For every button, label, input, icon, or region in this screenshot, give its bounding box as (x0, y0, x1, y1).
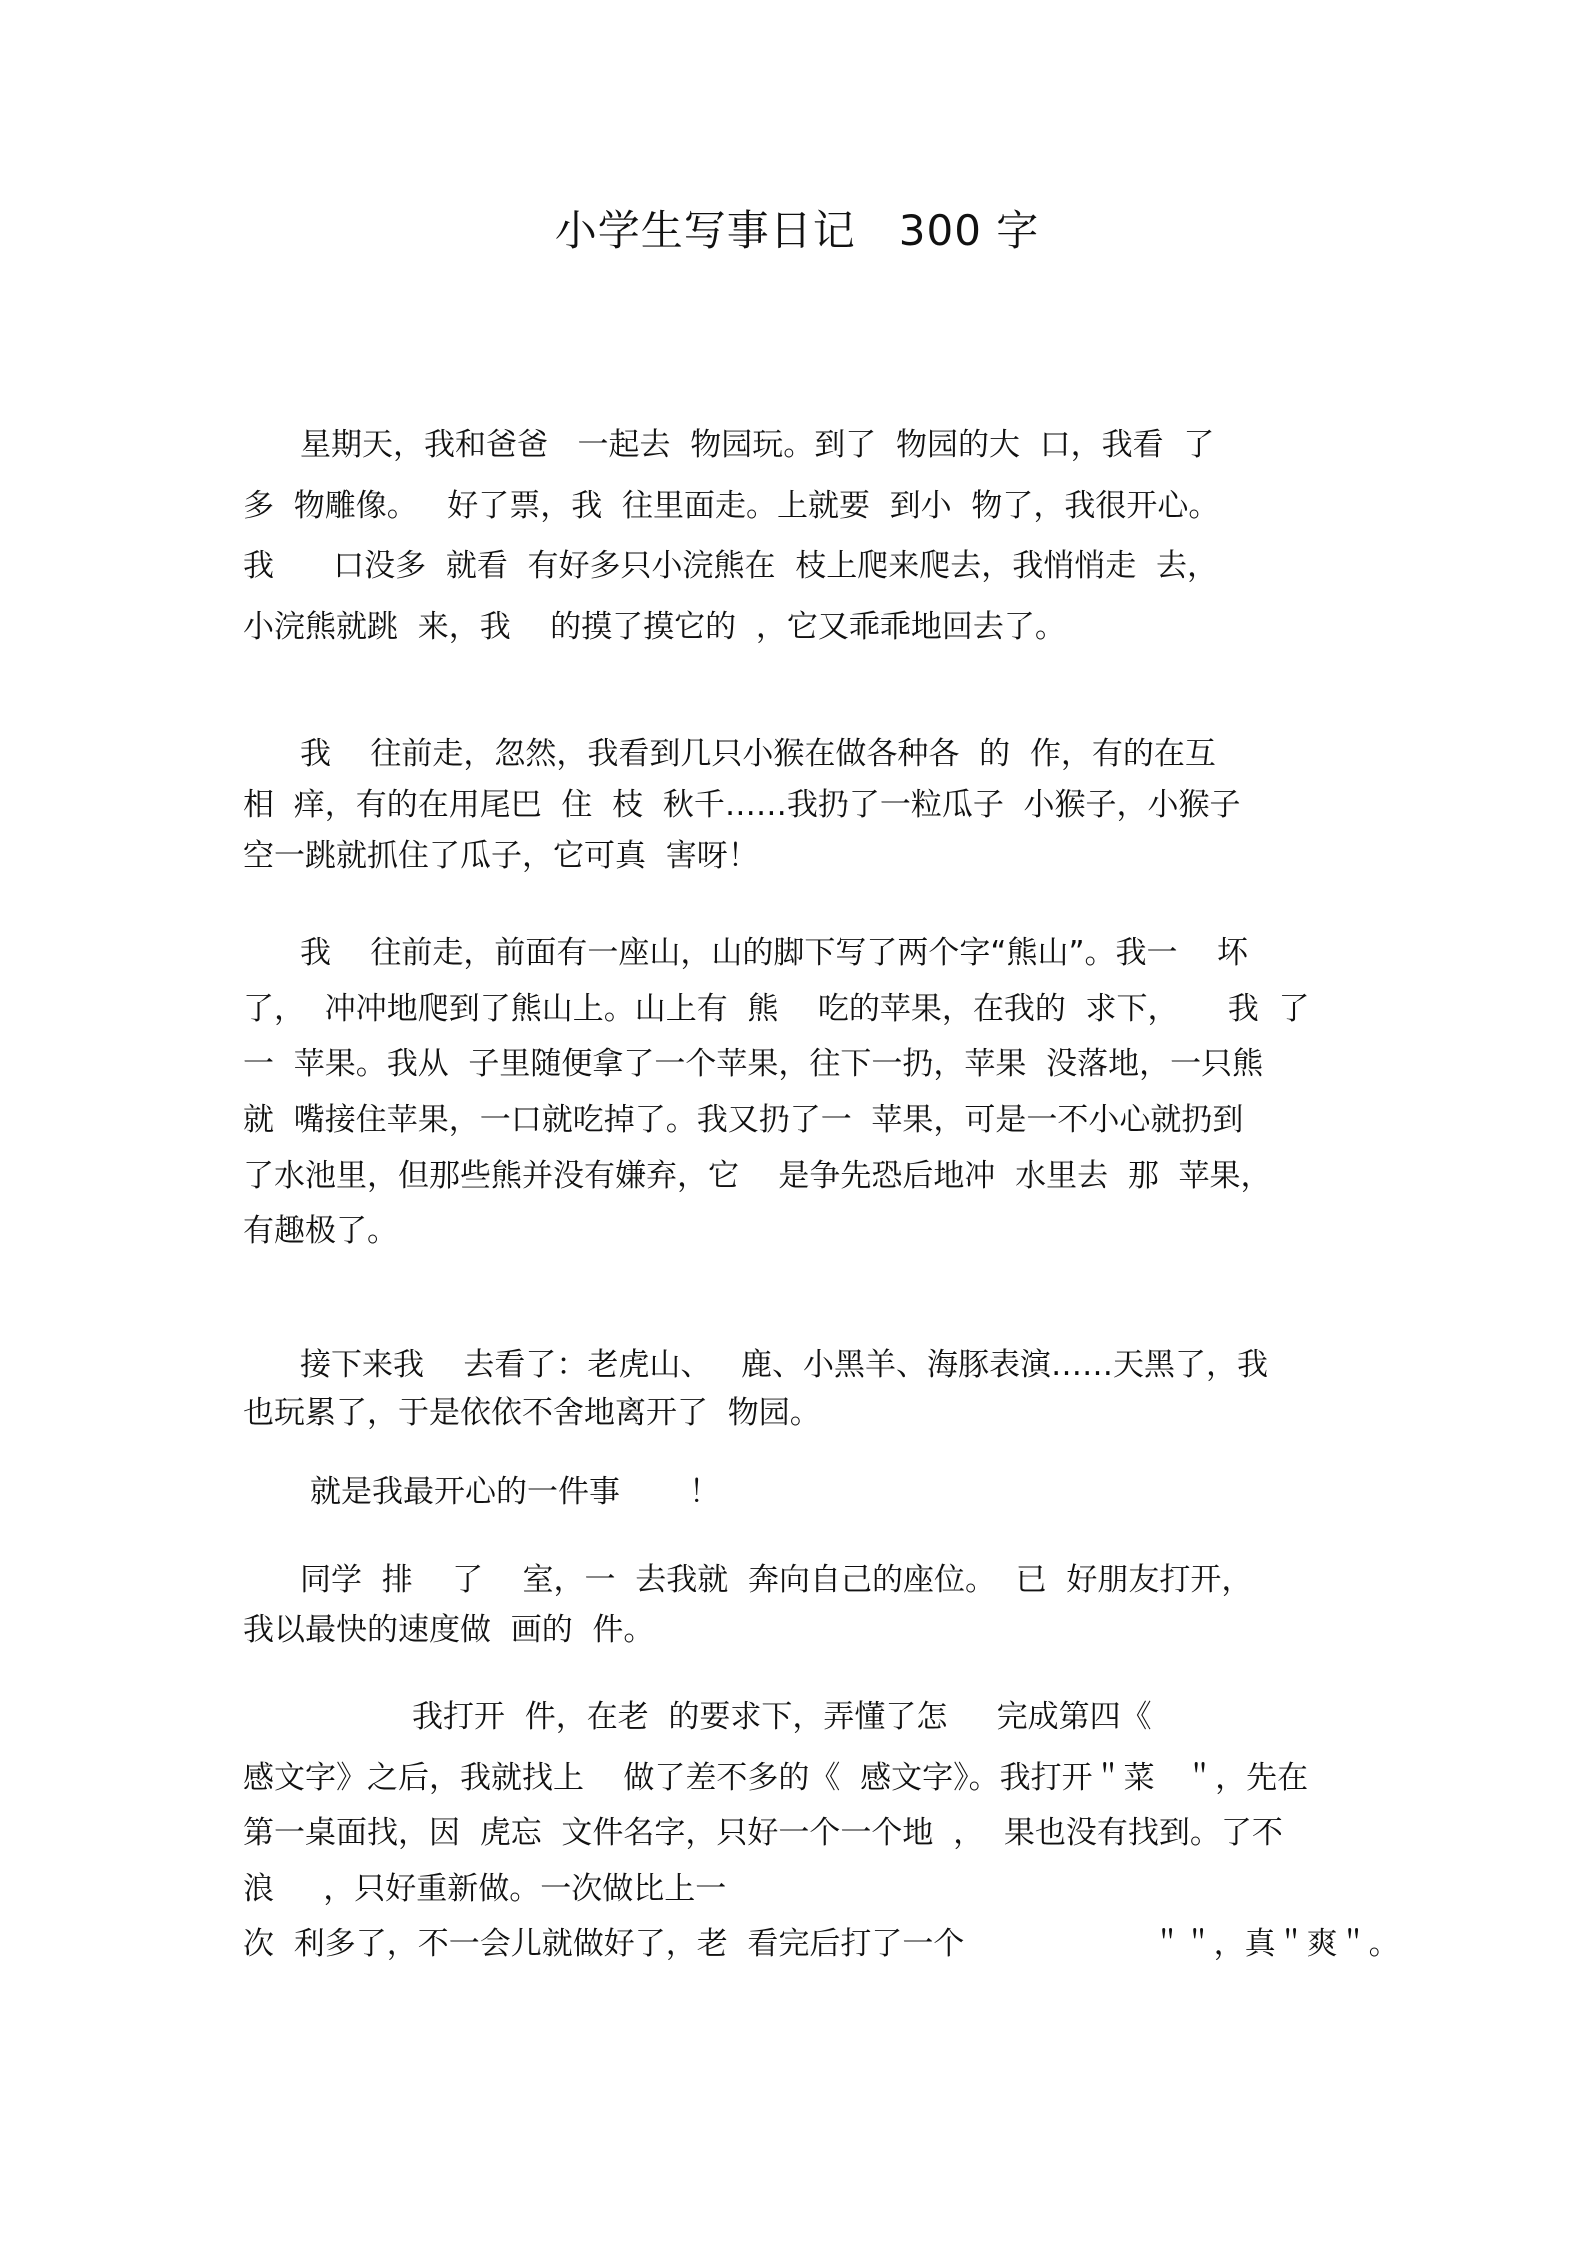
text-line: 多 物雕像。 好了票，我 往里面走。上就要 到小 物了，我很开心。 (243, 488, 1220, 524)
text-line: 就是我最开心的一件事 ！ (310, 1474, 720, 1510)
text-line: 接下来我 去看了：老虎山、 鹿、小黑羊、海豚表演……天黑了，我 (300, 1347, 1268, 1383)
text-line: 感文字》之后，我就找上 做了差不多的《 感文字》。我打开＂菜 ＂，先在 (243, 1760, 1309, 1796)
text-line: 同学 排 了 室，一 去我就 奔向自己的座位。 已 好朋友打开， (300, 1562, 1253, 1598)
text-line: 我 往前走，忽然，我看到几只小猴在做各种各 的 作，有的在互 (300, 736, 1216, 772)
text-line: 我打开 件，在老 的要求下，弄懂了怎 完成第四《 (412, 1699, 1152, 1735)
text-line: 相 痒，有的在用尾巴 住 枝 秋千……我扔了一粒瓜子 小猴子，小猴子 (243, 787, 1241, 823)
text-line: 我以最快的速度做 画的 件。 (243, 1612, 655, 1648)
text-line: 我 口没多 就看 有好多只小浣熊在 枝上爬来爬去，我悄悄走 去， (243, 548, 1218, 584)
text-line: 也玩累了，于是依依不舍地离开了 物园。 (243, 1395, 821, 1431)
text-line: 第一桌面找，因 虎忘 文件名字，只好一个一个地 ， 果也没有找到。了不 (243, 1815, 1283, 1851)
text-line: 次 利多了，不一会儿就做好了，老 看完后打了一个 ＂＂，真＂爽＂。 (243, 1926, 1400, 1962)
text-line: 空一跳就抓住了瓜子，它可真 害呀！ (243, 838, 759, 874)
text-line: 了， 冲冲地爬到了熊山上。山上有 熊 吃的苹果，在我的 求下， 我 了 (243, 991, 1310, 1027)
text-line: 星期天，我和爸爸 一起去 物园玩。到了 物园的大 口，我看 了 (300, 427, 1215, 463)
text-line: 一 苹果。我从 子里随便拿了一个苹果，往下一扔，苹果 没落地，一只熊 (243, 1046, 1264, 1082)
text-line: 我 往前走，前面有一座山，山的脚下写了两个字“熊山”。我一 坏 (300, 935, 1248, 971)
text-line: 就 嘴接住苹果，一口就吃掉了。我又扔了一 苹果，可是一不小心就扔到 (243, 1102, 1244, 1138)
document-title: 小学生写事日记 300 字 (554, 206, 1040, 255)
text-line: 浪 ，只好重新做。一次做比上一 (243, 1871, 727, 1907)
text-line: 了水池里，但那些熊并没有嫌弃，它 是争先恐后地冲 水里去 那 苹果， (243, 1158, 1272, 1194)
text-line: 小浣熊就跳 来，我 的摸了摸它的 ，它又乖乖地回去了。 (243, 609, 1066, 645)
text-line: 有趣极了。 (243, 1213, 398, 1249)
